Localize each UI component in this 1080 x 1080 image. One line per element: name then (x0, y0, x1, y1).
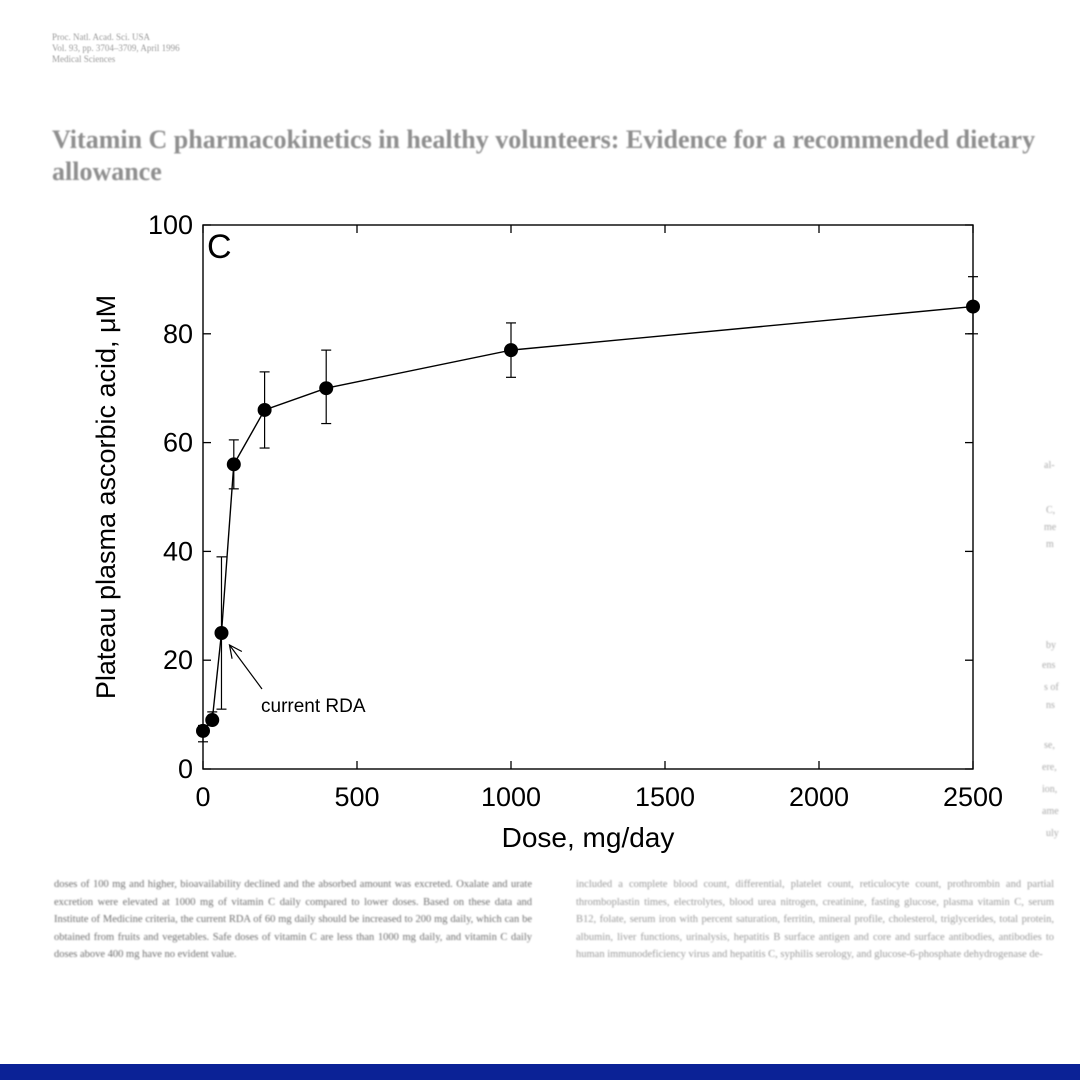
margin-fragment: al- (1044, 460, 1055, 471)
y-tick-label: 20 (162, 645, 193, 676)
margin-fragment: ion, (1042, 784, 1058, 795)
y-tick-label: 80 (162, 318, 193, 349)
y-tick-label: 100 (147, 210, 193, 240)
y-tick-label: 0 (177, 754, 193, 784)
margin-fragment: ame (1042, 806, 1059, 817)
margin-fragment: m (1046, 539, 1054, 550)
series-line (203, 307, 973, 731)
margin-fragment: C, (1046, 505, 1056, 516)
data-point (205, 713, 219, 727)
data-point (319, 381, 333, 395)
body-text-left-column (54, 876, 532, 964)
x-tick-label: 1500 (634, 782, 696, 812)
chart (40, 196, 1040, 876)
x-tick-label: 2500 (942, 782, 1004, 812)
data-point (504, 343, 518, 357)
data-point (196, 724, 210, 738)
body-paragraph: included a complete blood count, differential, platelet count, reticulocyte count, prothrombin and partial thromboplastin times, electrolytes, blood urea nitrogen, creatinine, fasting glucose, plasma vitamin C, serum B12, folate, serum iron with percent saturation, ferritin, mineral profile, cholesterol, triglycerides, total protein, albumin, liver functions, urinalysis, hepatitis B surface antigen and core and surface antibodies, antibodies to human immunodeficiency virus and hepatitis C, syphilis serology, and glucose-6-phosphate dehydrogenase de- (576, 879, 1054, 960)
x-tick-label: 1000 (480, 782, 542, 812)
y-tick-label: 40 (162, 536, 193, 567)
paper-title: Vitamin C pharmacokinetics in healthy volunteers: Evidence for a recommended dietary allowance (52, 125, 1036, 186)
figure-panel (40, 196, 1040, 876)
annotation-arrow-line (229, 645, 262, 689)
data-point (966, 300, 980, 314)
margin-fragment: uly (1046, 828, 1059, 839)
x-axis-label: Dose, mg/day (501, 822, 675, 853)
margin-fragment: ns (1046, 700, 1055, 711)
journal-header-line: Vol. 93, pp. 3704–3709, April 1996 (52, 43, 180, 53)
margin-fragment: se, (1044, 740, 1055, 751)
margin-fragment: by (1046, 640, 1056, 651)
journal-header-line: Medical Sciences (52, 54, 116, 64)
panel-label: C (207, 228, 232, 266)
data-point (258, 403, 272, 417)
annotation-label: current RDA (261, 696, 366, 717)
margin-fragment: me (1044, 522, 1057, 533)
body-paragraph: doses of 100 mg and higher, bioavailability declined and the absorbed amount was excreted. Oxalate and urate excretion were elevated at 1000 mg of vitamin C daily compared to lower doses. Based on these data and Institute of Medicine criteria, the current RDA of 60 mg daily should be increased to 200 mg daily, which can be obtained from fruits and vegetables. Safe doses of vitamin C are less than 1000 mg daily, and vitamin C daily doses above 400 mg have no evident value. (54, 879, 532, 960)
y-axis-label: Plateau plasma ascorbic acid, μM (91, 294, 121, 700)
y-tick-label: 60 (162, 427, 193, 458)
journal-header-line: Proc. Natl. Acad. Sci. USA (52, 32, 150, 42)
margin-fragment: ere, (1042, 762, 1057, 773)
plot-frame (203, 225, 973, 769)
x-tick-label: 0 (195, 782, 211, 812)
journal-header (52, 32, 180, 65)
margin-fragment: ens (1042, 660, 1056, 671)
margin-fragment: s of (1044, 682, 1059, 693)
footer-bar (0, 1064, 1080, 1080)
x-tick-label: 500 (334, 782, 380, 812)
body-text-right-column (576, 876, 1054, 964)
x-tick-label: 2000 (788, 782, 850, 812)
data-point (214, 626, 228, 640)
data-point (227, 457, 241, 471)
